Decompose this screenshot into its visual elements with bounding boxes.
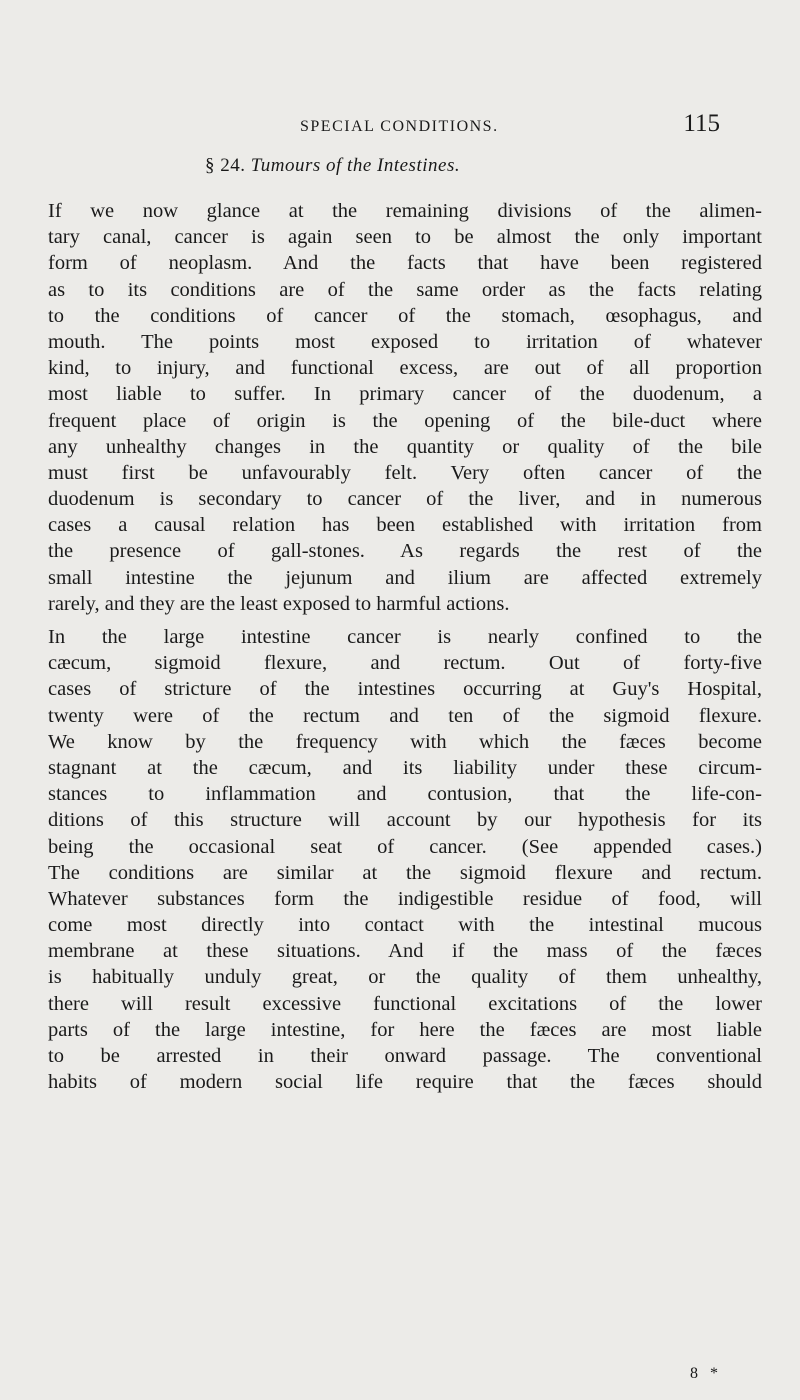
paragraph-1 — [48, 198, 762, 617]
text-line: tary canal, cancer is again seen to be almost the only important — [48, 226, 762, 249]
text-line: rarely, and they are the least exposed to harmful actions. — [48, 592, 510, 615]
text-line: stagnant at the cæcum, and its liability under these circum- — [48, 756, 762, 779]
text-line: come most directly into contact with the intestinal mucous — [48, 914, 762, 937]
running-title: SPECIAL CONDITIONS. — [300, 118, 499, 135]
text-line: parts of the large intestine, for here the fæces are most liable — [48, 1018, 762, 1041]
text-line: being the occasional seat of cancer. (See appended cases.) — [48, 835, 762, 858]
section-heading — [205, 155, 460, 177]
section-title: Tumours of the Intestines. — [250, 155, 461, 176]
text-line: ditions of this structure will account by our hypothesis for its — [48, 809, 762, 832]
text-line: habits of modern social life require that the fæces should — [48, 1071, 762, 1094]
text-line: membrane at these situations. And if the mass of the fæces — [48, 940, 762, 963]
signature-mark: 8 * — [690, 1365, 722, 1382]
text-line: small intestine the jejunum and ilium are affected extremely — [48, 566, 762, 589]
text-line: frequent place of origin is the opening of the bile-duct where — [48, 409, 762, 432]
text-line: most liable to suffer. In primary cancer of the duodenum, a — [48, 383, 762, 406]
text-line: We know by the frequency with which the fæces become — [48, 730, 762, 753]
text-line: to the conditions of cancer of the stomach, œsophagus, and — [48, 304, 762, 327]
text-line: If we now glance at the remaining divisions of the alimen- — [48, 200, 762, 222]
text-line: stances to inflammation and contusion, that the life-con- — [48, 783, 762, 806]
page-number: 115 — [683, 110, 720, 137]
text-line: form of neoplasm. And the facts that have been registered — [48, 252, 762, 275]
text-line: there will result excessive functional excitations of the lower — [48, 992, 762, 1015]
text-line: the presence of gall-stones. As regards the rest of the — [48, 540, 762, 563]
text-line: cases a causal relation has been established with irritation from — [48, 514, 762, 537]
text-line: The conditions are similar at the sigmoid flexure and rectum. — [48, 861, 762, 884]
text-line: as to its conditions are of the same order as the facts relating — [48, 278, 762, 301]
text-line: duodenum is secondary to cancer of the liver, and in numerous — [48, 488, 762, 511]
text-line: must first be unfavourably felt. Very often cancer of the — [48, 461, 762, 484]
running-head — [300, 88, 720, 137]
text-line: mouth. The points most exposed to irritation of whatever — [48, 330, 762, 353]
text-line: In the large intestine cancer is nearly confined to the — [48, 626, 762, 648]
section-marker: § 24. — [205, 155, 246, 176]
text-line: cases of stricture of the intestines occurring at Guy's Hospital, — [48, 678, 762, 701]
text-line: to be arrested in their onward passage. The conventional — [48, 1045, 762, 1067]
text-line: is habitually unduly great, or the quality of them unhealthy, — [48, 966, 762, 989]
text-line: kind, to injury, and functional excess, are out of all proportion — [48, 357, 762, 380]
text-line: Whatever substances form the indigestible residue of food, will — [48, 887, 762, 910]
text-line: twenty were of the rectum and ten of the sigmoid flexure. — [48, 704, 762, 727]
text-line: cæcum, sigmoid flexure, and rectum. Out of forty-five — [48, 652, 762, 675]
text-line: any unhealthy changes in the quantity or quality of the bile — [48, 435, 762, 458]
paragraph-2 — [48, 624, 762, 1095]
